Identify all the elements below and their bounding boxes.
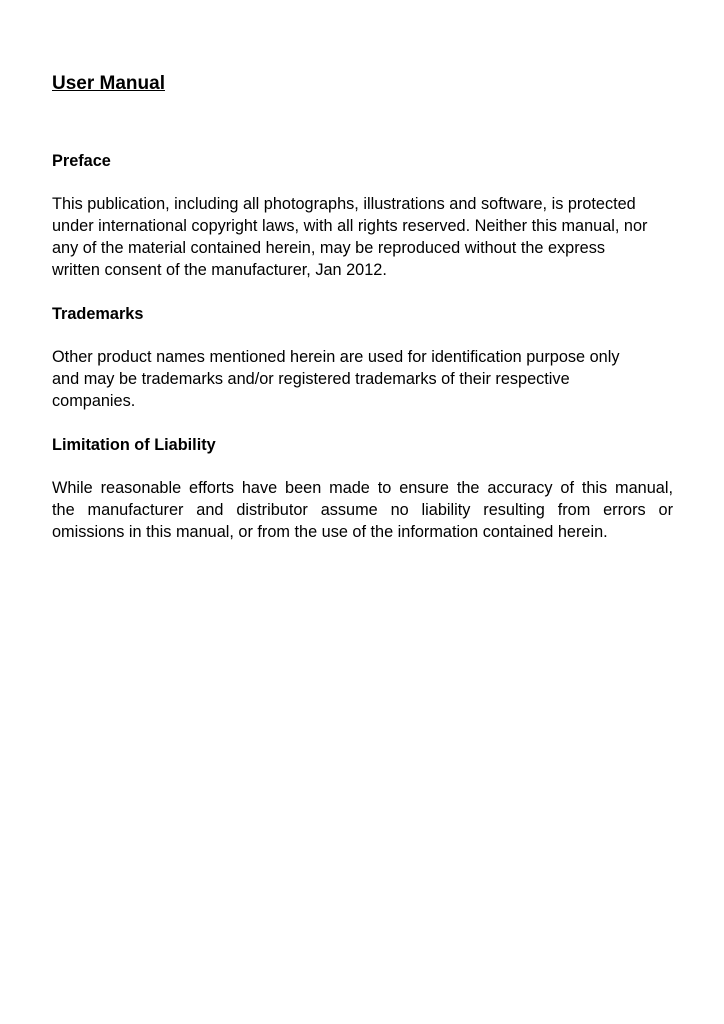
paragraph-line: the manufacturer and distributor assume no liability resulting from errors or [52, 501, 673, 519]
section-body-limitation-of-liability [52, 477, 673, 543]
paragraph-line: and may be trademarks and/or registered trademarks of their respective [52, 370, 570, 388]
paragraph-line: any of the material contained herein, may be reproduced without the express [52, 239, 605, 257]
paragraph-line: Other product names mentioned herein are used for identification purpose only [52, 348, 620, 366]
section-body-trademarks [52, 346, 673, 412]
section-heading-limitation-of-liability: Limitation of Liability [52, 436, 216, 454]
paragraph-line: written consent of the manufacturer, Jan 2012. [52, 261, 387, 279]
document-title: User Manual [52, 73, 165, 94]
paragraph-line: omissions in this manual, or from the use of the information contained herein. [52, 523, 608, 541]
paragraph-line: under international copyright laws, with all rights reserved. Neither this manual, nor [52, 217, 648, 235]
section-heading-preface: Preface [52, 152, 111, 170]
paragraph-line: This publication, including all photographs, illustrations and software, is protected [52, 195, 636, 213]
paragraph-line: While reasonable efforts have been made to ensure the accuracy of this manual, [52, 479, 673, 497]
paragraph-line: companies. [52, 392, 136, 410]
section-heading-trademarks: Trademarks [52, 305, 144, 323]
section-body-preface [52, 193, 673, 281]
